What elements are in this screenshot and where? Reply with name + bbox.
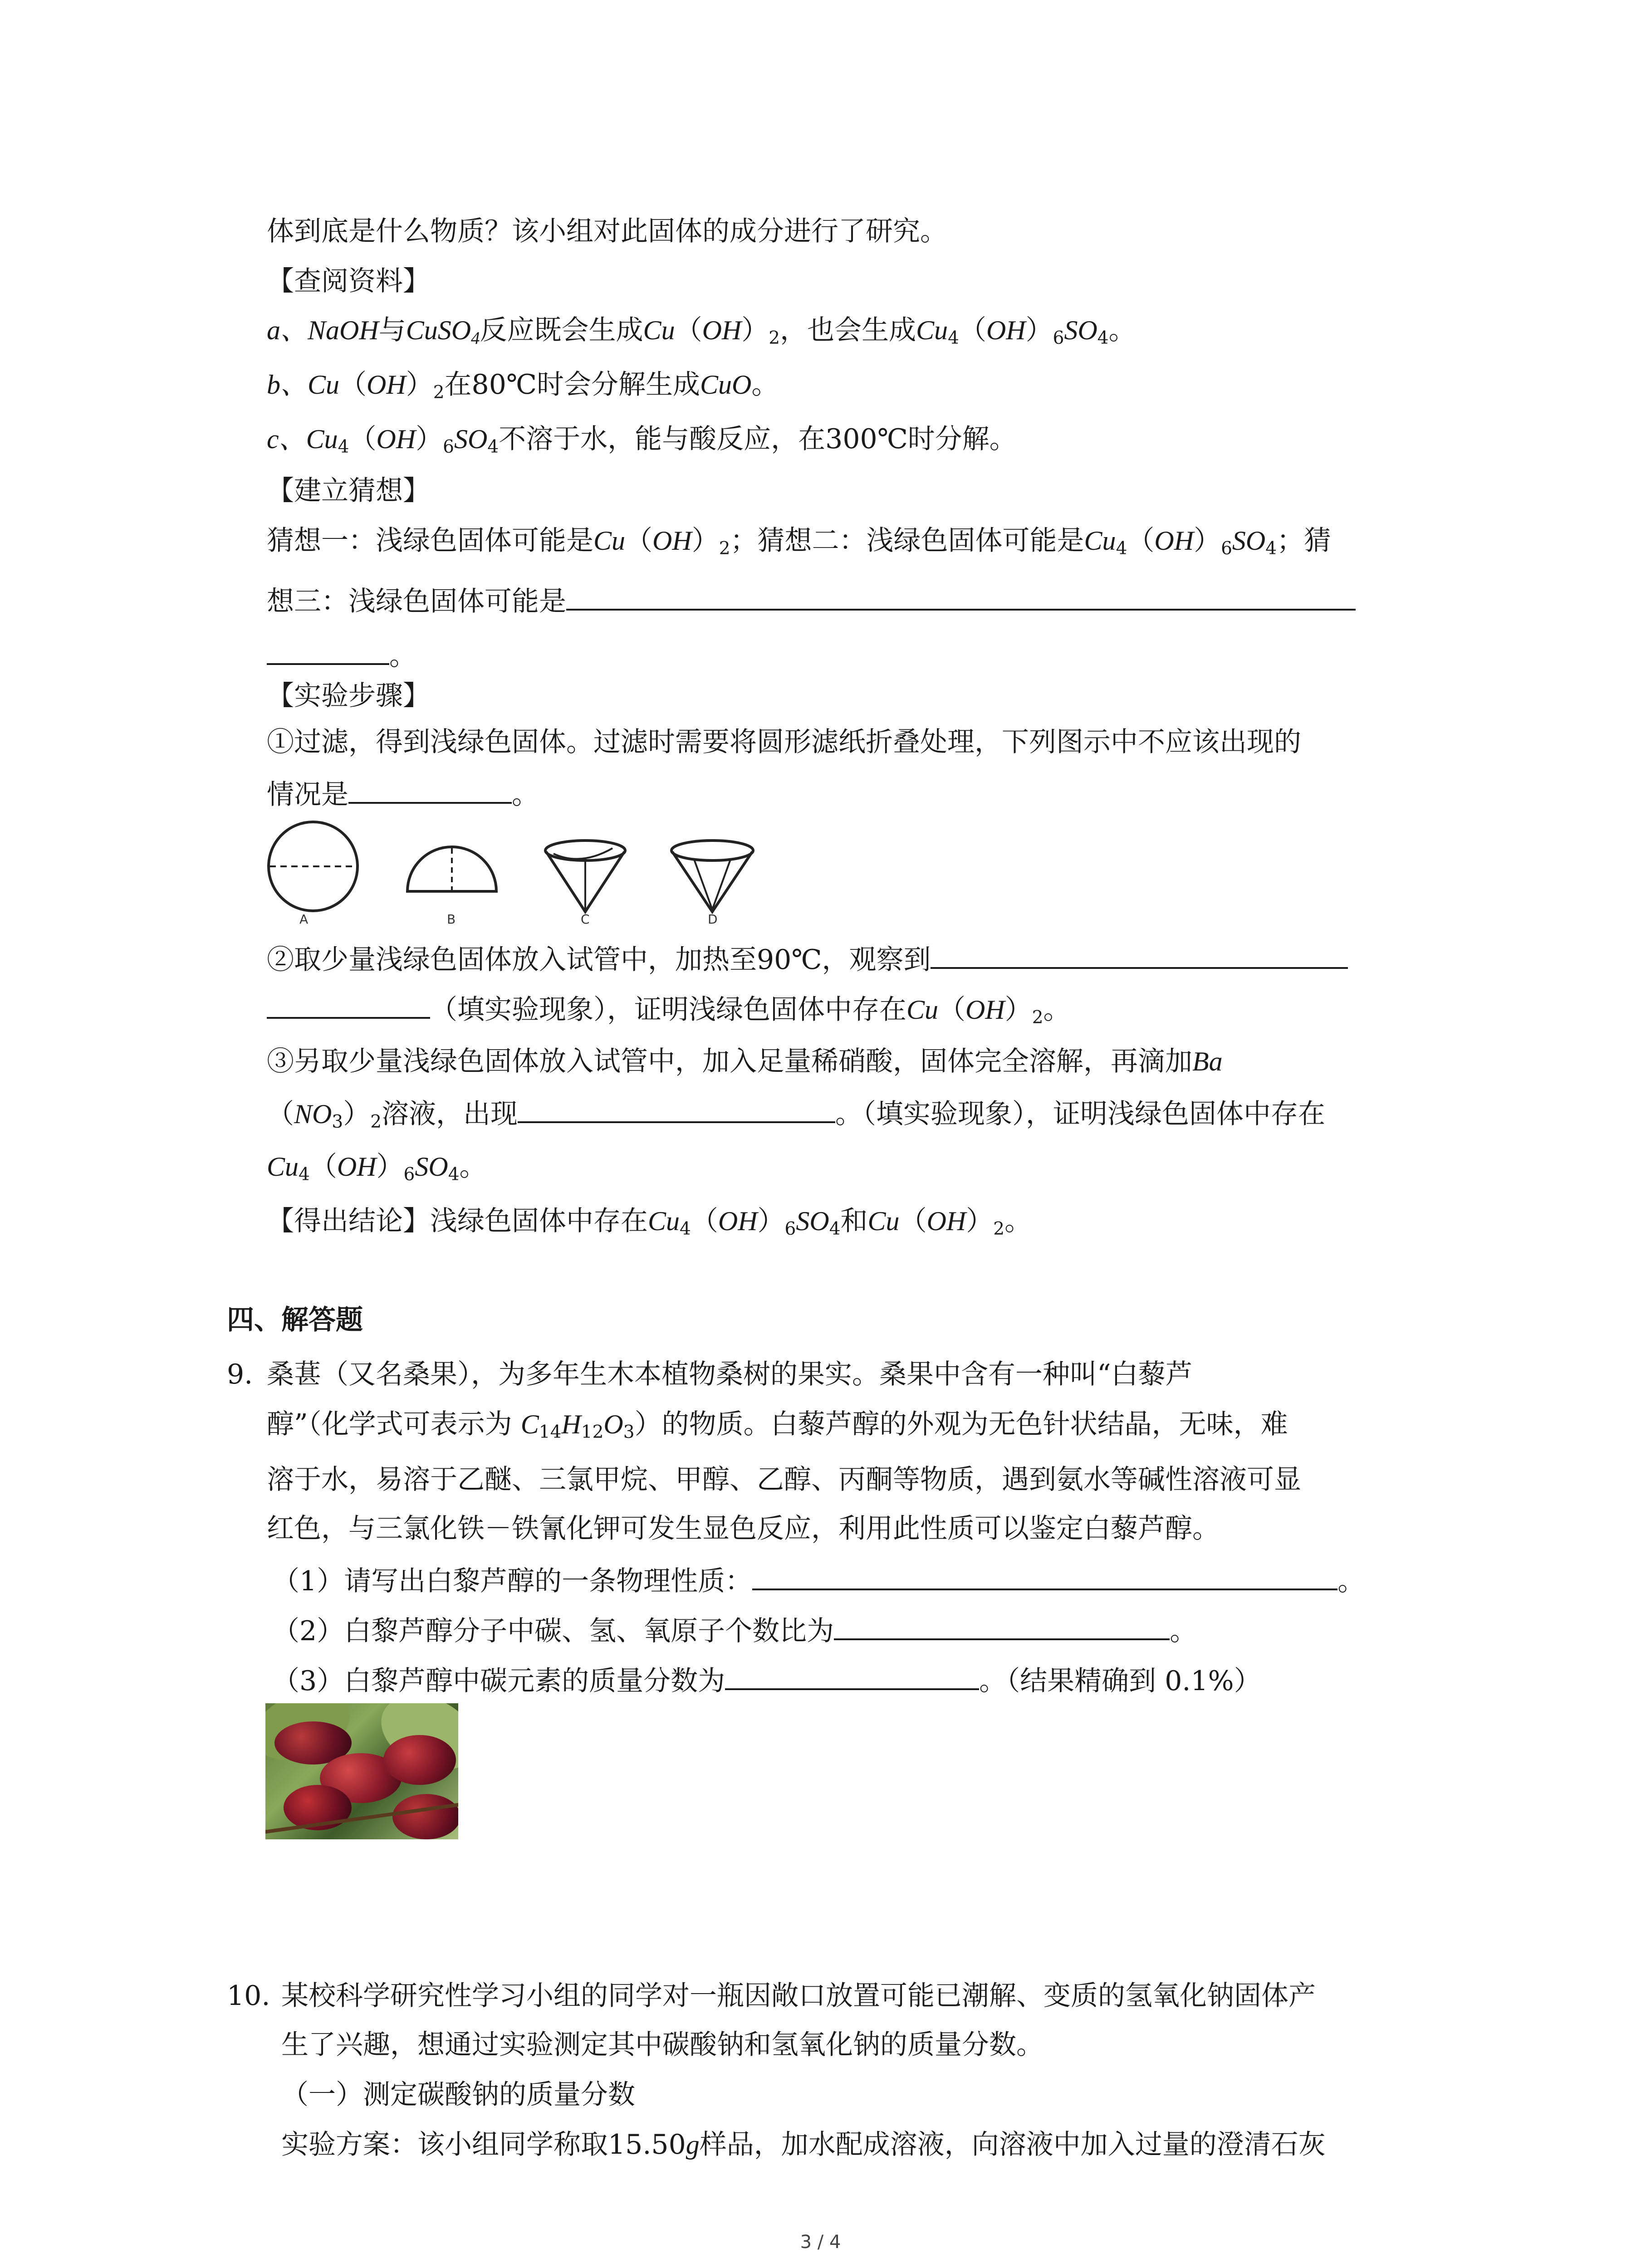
filter-paper-figure: [263, 816, 785, 934]
q10-line-1: 某校科学研究性学习小组的同学对一瓶因敞口放置可能已潮解、变质的氢氧化钠固体产: [281, 1980, 1316, 2012]
step2-line-1: ②取少量浅绿色固体放入试管中，加热至90℃，观察到: [267, 939, 1348, 978]
mulberry-photo: [265, 1703, 458, 1839]
info-c: c、$Cu_4(OH)_6SO_4$不溶于水，能与酸反应，在300℃时分解。: [267, 423, 1017, 457]
q10-line-3: （一）测定碳酸钠的质量分数: [281, 2079, 635, 2111]
step3-line-2: $(NO_3)_2$溶液，出现 。（填实验现象），证明浅绿色固体中存在: [267, 1093, 1325, 1132]
q9-number: 9.: [227, 1359, 253, 1390]
step3-line-3: $Cu_4(OH)_6SO_4$。: [267, 1151, 487, 1185]
guess-line-1: 猜想一：浅绿色固体可能是$Cu(OH)_2$；猜想二：浅绿色固体可能是$Cu_4(OH)_6SO_4$；猜: [267, 525, 1332, 559]
section-steps: 【实验步骤】: [267, 680, 430, 712]
figure-label-d: D: [708, 912, 718, 927]
figure-b-semicircle: [407, 847, 496, 891]
continuation-text: 体到底是什么物质？该小组对此固体的成分进行了研究。: [267, 215, 947, 247]
q9-sub-3: （3）白黎芦醇中碳元素的质量分数为 。（结果精确到 0.1%）: [272, 1660, 1261, 1699]
guess-line-3: 。: [267, 635, 416, 674]
section-4-heading: 四、解答题: [227, 1304, 363, 1336]
q9-line-2: 醇”（化学式可表示为 $C_{14}H_{12}O_3$）的物质。白藜芦醇的外观为无色针状结晶，无味，难: [267, 1408, 1288, 1442]
info-b: b、$Cu(OH)_2$在80℃时会分解生成CuO。: [267, 369, 779, 403]
info-a: a、NaOH与CuSO$_4$反应既会生成$Cu(OH)_2$，也会生成$Cu_4(OH)_6SO_4$。: [267, 314, 1136, 348]
q10-line-2: 生了兴趣，想通过实验测定其中碳酸钠和氢氧化钠的质量分数。: [281, 2029, 1043, 2061]
q9-line-1: 桑葚（又名桑果），为多年生木本植物桑树的果实。桑果中含有一种叫“白藜芦: [267, 1359, 1193, 1390]
step1-line-1: ①过滤，得到浅绿色固体。过滤时需要将圆形滤纸折叠处理，下列图示中不应该出现的: [267, 726, 1301, 758]
q10-number: 10.: [227, 1980, 270, 2012]
q9-line-4: 红色，与三氯化铁－铁氰化钾可发生显色反应，利用此性质可以鉴定白藜芦醇。: [267, 1513, 1220, 1545]
figure-d-cone: [671, 841, 753, 912]
q10-line-4: 实验方案：该小组同学称取15.50g样品，加水配成溶液，向溶液中加入过量的澄清石灰: [281, 2129, 1326, 2160]
step3-line-1: ③另取少量浅绿色固体放入试管中，加入足量稀硝酸，固体完全溶解，再滴加Ba: [267, 1046, 1223, 1077]
answer-blank-step2-cont[interactable]: [267, 989, 430, 1019]
answer-blank-step2[interactable]: [931, 939, 1348, 969]
answer-blank-guess3-cont[interactable]: [267, 635, 389, 665]
answer-blank-step1[interactable]: [348, 774, 512, 804]
figure-label-a: A: [299, 912, 309, 927]
figure-label-c: C: [581, 912, 590, 927]
answer-blank-q9-3[interactable]: [725, 1660, 979, 1690]
page-number: 3 / 4: [800, 2232, 841, 2253]
guess-line-2: 想三：浅绿色固体可能是: [267, 581, 1356, 620]
step1-line-2: 情况是 。: [267, 774, 539, 813]
figure-c-cone: [545, 841, 625, 912]
answer-blank-q9-2[interactable]: [834, 1610, 1170, 1640]
step2-line-2: （填实验现象），证明浅绿色固体中存在$Cu(OH)_2$。: [267, 989, 1071, 1028]
q9-sub-2: （2）白黎芦醇分子中碳、氢、氧原子个数比为 。: [272, 1610, 1197, 1649]
q9-sub-1: （1）请写出白黎芦醇的一条物理性质： 。: [272, 1560, 1365, 1599]
answer-blank-step3[interactable]: [518, 1093, 835, 1123]
q9-line-3: 溶于水，易溶于乙醚、三氯甲烷、甲醇、乙醇、丙酮等物质，遇到氨水等碱性溶液可显: [267, 1464, 1301, 1496]
answer-blank-guess3[interactable]: [566, 581, 1356, 611]
conclusion-line: 【得出结论】浅绿色固体中存在$Cu_4(OH)_6SO_4$和$Cu(OH)_2$。: [267, 1205, 1032, 1239]
section-hypothesis: 【建立猜想】: [267, 475, 430, 507]
answer-blank-q9-1[interactable]: [752, 1560, 1337, 1590]
figure-label-b: B: [447, 912, 456, 927]
section-reference: 【查阅资料】: [267, 265, 430, 297]
figure-a-circle: [269, 822, 358, 911]
